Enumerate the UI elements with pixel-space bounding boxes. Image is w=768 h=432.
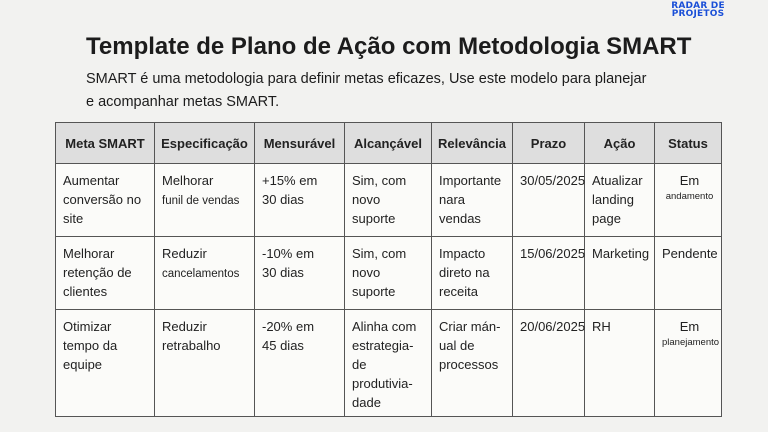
- page-subtitle: [86, 68, 706, 114]
- cell-meta: Otimizar tempo da equipe: [56, 310, 155, 417]
- cell-acao: RH: [585, 310, 655, 417]
- table-row: [56, 164, 722, 237]
- cell-mensuravel: -20% em 45 dias: [255, 310, 345, 417]
- cell-prazo: 15/06/2025: [513, 237, 585, 310]
- table-header-row: [56, 123, 722, 164]
- cell-relevancia: Importante nara vendas: [432, 164, 513, 237]
- logo-line-1: RADAR DE: [671, 1, 725, 11]
- cell-status: Em andamento: [655, 164, 722, 237]
- cell-alcancavel: Sim, com novo suporte: [345, 164, 432, 237]
- header-status: Status: [655, 123, 722, 164]
- cell-alcancavel: Alinha com estrategia- de produtivia- dade: [345, 310, 432, 417]
- cell-status: Em planejamento: [655, 310, 722, 417]
- header-mensuravel: Mensurável: [255, 123, 345, 164]
- cell-meta: Aumentar conversão no site: [56, 164, 155, 237]
- cell-acao: Marketing: [585, 237, 655, 310]
- header-alcancavel: Alcançável: [345, 123, 432, 164]
- logo-line-2: PROJETOS: [671, 9, 725, 19]
- cell-especificacao: Melhorar funil de vendas: [155, 164, 255, 237]
- cell-especificacao: Reduzir retrabalho: [155, 310, 255, 417]
- header-relevancia: Relevância: [432, 123, 513, 164]
- cell-mensuravel: +15% em 30 dias: [255, 164, 345, 237]
- smart-action-plan-table: [55, 122, 722, 417]
- cell-meta: Melhorar retenção de clientes: [56, 237, 155, 310]
- cell-prazo: 30/05/2025: [513, 164, 585, 237]
- subtitle-line-1: SMART é uma metodologia para definir metas eficazes, Use este modelo para planejar: [86, 71, 647, 87]
- table-row: [56, 310, 722, 417]
- header-especificacao: Especificação: [155, 123, 255, 164]
- subtitle-line-2: e acompanhar metas SMART.: [86, 94, 280, 110]
- page-title: Template de Plano de Ação com Metodologia SMART: [86, 33, 692, 60]
- cell-mensuravel: -10% em 30 dias: [255, 237, 345, 310]
- brand-logo: [662, 0, 734, 20]
- table-row: [56, 237, 722, 310]
- cell-alcancavel: Sim, com novo suporte: [345, 237, 432, 310]
- cell-relevancia: Impacto direto na receita: [432, 237, 513, 310]
- cell-acao: Atualizar landing page: [585, 164, 655, 237]
- cell-status: Pendente: [655, 237, 722, 310]
- cell-prazo: 20/06/2025: [513, 310, 585, 417]
- cell-especificacao: Reduzir cancelamentos: [155, 237, 255, 310]
- cell-relevancia: Criar mán- ual de processos: [432, 310, 513, 417]
- header-acao: Ação: [585, 123, 655, 164]
- header-prazo: Prazo: [513, 123, 585, 164]
- header-meta-smart: Meta SMART: [56, 123, 155, 164]
